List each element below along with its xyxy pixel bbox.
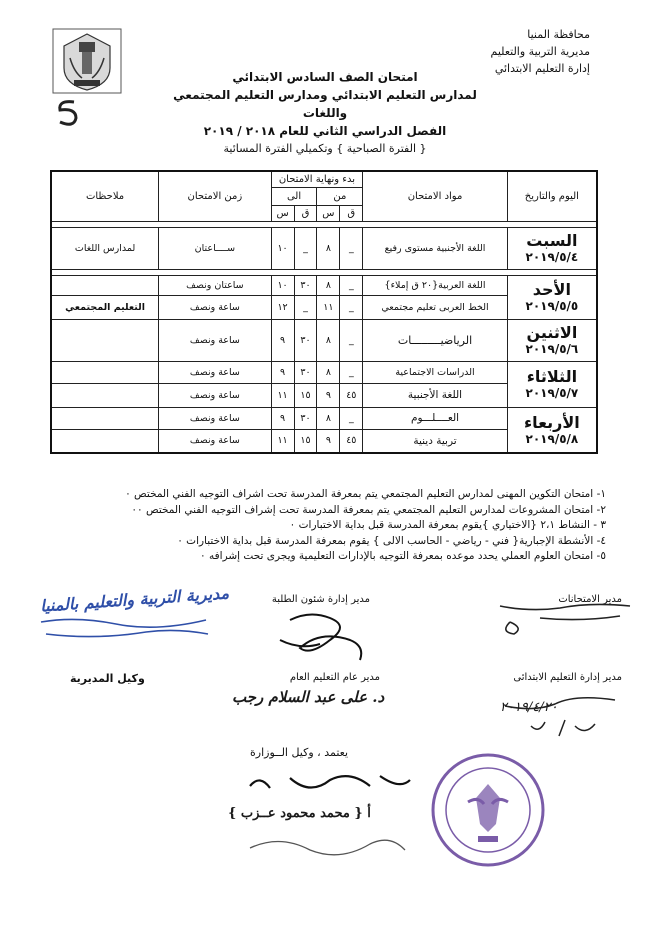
header-day-date: اليوم والتاريخ xyxy=(507,171,597,221)
primary-director-signature xyxy=(495,690,620,740)
note-item: ٤- الأنشطة الإجبارية{ فني - رياضي - الحاسب الالى } يقوم بمعرفة المدرسة قبل بداية الاختبارات ٠ xyxy=(177,534,606,547)
subject-cell: العــــلـــوم xyxy=(363,407,507,429)
to-hour-cell: ٩ xyxy=(271,407,294,429)
exams-director-signature xyxy=(470,592,635,640)
exams-director-label: مدير الامتحانات xyxy=(558,594,622,605)
day-date: ٢٠١٩/٥/٤ xyxy=(525,250,579,264)
header-notes: ملاحظات xyxy=(51,171,159,221)
from-minute-cell: _ xyxy=(340,407,363,429)
approval-label: يعتمد ، وكيل الــوزارة xyxy=(250,746,349,759)
day-date: ٢٠١٩/٥/٥ xyxy=(525,299,579,313)
to-minute-cell: ٣٠ xyxy=(294,275,317,295)
from-hour-cell: ٨ xyxy=(317,407,340,429)
notes-cell xyxy=(51,361,159,383)
note-item: ١- امتحان التكوين المهنى لمدارس التعليم المجتمعي يتم بمعرفة المدرسة تحت اشراف التوجيه الفني المختص ٠ xyxy=(125,488,606,500)
minister-signature xyxy=(230,766,420,806)
note-item: ٣ - النشاط ٢،١ {الاختياري }يقوم بمعرفة المدرسة قبل بداية الاختبارات ٠ xyxy=(289,519,606,531)
from-minute-cell: ٤٥ xyxy=(340,429,363,453)
subject-cell: الخط العربى تعليم مجتمعي xyxy=(363,295,507,319)
notes-cell xyxy=(51,319,159,361)
directorate-label: مديرية التربية والتعليم xyxy=(490,45,590,58)
day-date: ٢٠١٩/٥/٦ xyxy=(525,342,579,356)
to-hour-cell: ١١ xyxy=(271,429,294,453)
sheet-number-mark xyxy=(50,96,84,130)
notes-cell xyxy=(51,275,159,295)
to-minute-cell: ١٥ xyxy=(294,429,317,453)
primary-director-label: مدير إدارة التعليم الابتدائى xyxy=(513,672,622,683)
from-hour-cell: ٩ xyxy=(317,429,340,453)
table-row xyxy=(51,227,597,269)
to-minute-cell: _ xyxy=(294,227,317,269)
to-hour-cell: ١١ xyxy=(271,383,294,407)
notes-cell xyxy=(51,429,159,453)
official-seal-icon xyxy=(428,750,548,870)
duration-cell: ساعة ونصف xyxy=(159,429,271,453)
subject-cell: تربية دينية xyxy=(363,429,507,453)
day-cell xyxy=(507,227,597,269)
table-row xyxy=(51,361,597,383)
minister-deputy-handwriting xyxy=(240,826,410,866)
title-line-2: لمدارس التعليم الابتدائي ومدارس التعليم المجتمعي واللغات xyxy=(173,88,477,120)
subject-cell: اللغة العربية{٢٠ ق إملاء} xyxy=(363,275,507,295)
from-hour-cell: ١١ xyxy=(317,295,340,319)
directorate-stamp: مديرية التربية والتعليم بالمنيا xyxy=(39,583,230,616)
day-date: ٢٠١٩/٥/٨ xyxy=(525,431,579,446)
subject-cell: الدراسات الاجتماعية xyxy=(363,361,507,383)
from-minute-cell: _ xyxy=(340,275,363,295)
day-cell xyxy=(507,319,597,361)
table-row xyxy=(51,407,597,429)
general-director-label: مدير عام التعليم العام xyxy=(289,672,380,683)
header-from-minute: ق xyxy=(340,205,363,221)
day-cell xyxy=(507,361,597,407)
day-date: ٢٠١٩/٥/٧ xyxy=(525,386,579,400)
day-name: الأربعاء xyxy=(523,412,580,432)
to-minute-cell: ٣٠ xyxy=(294,407,317,429)
from-minute-cell: _ xyxy=(340,361,363,383)
from-minute-cell: _ xyxy=(340,227,363,269)
exam-schedule-table xyxy=(50,170,598,454)
header-to-minute: ق xyxy=(294,205,317,221)
to-minute-cell: ٣٠ xyxy=(294,361,317,383)
from-hour-cell: ٨ xyxy=(317,227,340,269)
header-from: من xyxy=(317,187,363,205)
notes-cell xyxy=(51,407,159,429)
notes-cell: التعليم المجتمعي xyxy=(51,295,159,319)
student-affairs-label: مدير إدارة شئون الطلبة xyxy=(271,594,370,605)
notes-cell xyxy=(51,383,159,407)
day-name: الثلاثاء xyxy=(526,367,578,386)
from-hour-cell: ٨ xyxy=(317,319,340,361)
student-affairs-signature xyxy=(270,600,380,670)
duration-cell: ساعة ونصف xyxy=(159,319,271,361)
header-from-hour: س xyxy=(317,205,340,221)
title-line-1: امتحان الصف السادس الابتدائي xyxy=(232,70,418,84)
table-row xyxy=(51,275,597,295)
to-minute-cell: ٣٠ xyxy=(294,319,317,361)
stamp-scribble xyxy=(36,612,216,642)
title-block xyxy=(150,68,500,158)
duration-cell: ساعة ونصف xyxy=(159,383,271,407)
duration-cell: ساعة ونصف xyxy=(159,407,271,429)
to-hour-cell: ١٠ xyxy=(271,275,294,295)
day-name: الأحد xyxy=(532,280,571,299)
general-director-name: د. على عبد السلام رجب xyxy=(232,688,385,706)
subject-cell: اللغة الأجنبية xyxy=(363,383,507,407)
day-cell xyxy=(507,275,597,319)
handwritten-date: ٢٠١٩/٤/٢٠ xyxy=(500,700,558,715)
header-to: الى xyxy=(271,187,317,205)
duration-cell: ساعة ونصف xyxy=(159,295,271,319)
to-hour-cell: ١٠ xyxy=(271,227,294,269)
from-hour-cell: ٨ xyxy=(317,275,340,295)
day-name: السبت xyxy=(526,231,578,250)
governorate-label: محافظة المنيا xyxy=(527,28,590,41)
note-item: ٥- امتحان العلوم العملي يحدد موعده بمعرفة التوجيه بالإدارات التعليمية ويجرى تحت إشرافه ٠ xyxy=(200,550,606,562)
deputy-label: وكيل المديرية xyxy=(70,672,145,685)
from-minute-cell: ٤٥ xyxy=(340,383,363,407)
subject-cell: الرياضيـــــــــات xyxy=(363,319,507,361)
title-line-3: الفصل الدراسي الثاني للعام ٢٠١٨ / ٢٠١٩ xyxy=(203,124,447,138)
ministry-logo-icon xyxy=(52,28,122,94)
header-duration: زمن الامتحان xyxy=(159,171,271,221)
department-label: إدارة التعليم الابتدائي xyxy=(494,62,590,75)
minister-deputy-name: أ { محمد محمود عــزب } xyxy=(228,806,371,821)
table-row xyxy=(51,319,597,361)
to-hour-cell: ٩ xyxy=(271,361,294,383)
from-hour-cell: ٨ xyxy=(317,361,340,383)
subject-cell: اللغة الأجنبية مستوى رفيع xyxy=(363,227,507,269)
duration-cell: ساعتان ونصف xyxy=(159,275,271,295)
notes-list xyxy=(26,487,606,565)
day-cell xyxy=(507,407,597,453)
header-start-end: بدء ونهاية الامتحان xyxy=(271,171,363,187)
from-hour-cell: ٩ xyxy=(317,383,340,407)
to-minute-cell: ١٥ xyxy=(294,383,317,407)
from-minute-cell: _ xyxy=(340,319,363,361)
header-subjects: مواد الامتحان xyxy=(363,171,507,221)
title-line-4: { الفترة الصباحية } وتكميلي الفترة المسائية xyxy=(223,142,427,155)
notes-cell: لمدارس اللغات xyxy=(51,227,159,269)
from-minute-cell: _ xyxy=(340,295,363,319)
duration-cell: ساعة ونصف xyxy=(159,361,271,383)
note-item: ٢- امتحان المشروعات لمدارس التعليم المجتمعي يتم بمعرفة المدرسة تحت إشراف التوجيه الفني المختص ٠٠ xyxy=(131,503,606,516)
day-name: الاثنين xyxy=(526,323,578,342)
to-minute-cell: _ xyxy=(294,295,317,319)
to-hour-cell: ١٢ xyxy=(271,295,294,319)
duration-cell: ســــاعتان xyxy=(159,227,271,269)
to-hour-cell: ٩ xyxy=(271,319,294,361)
header-to-hour: س xyxy=(271,205,294,221)
